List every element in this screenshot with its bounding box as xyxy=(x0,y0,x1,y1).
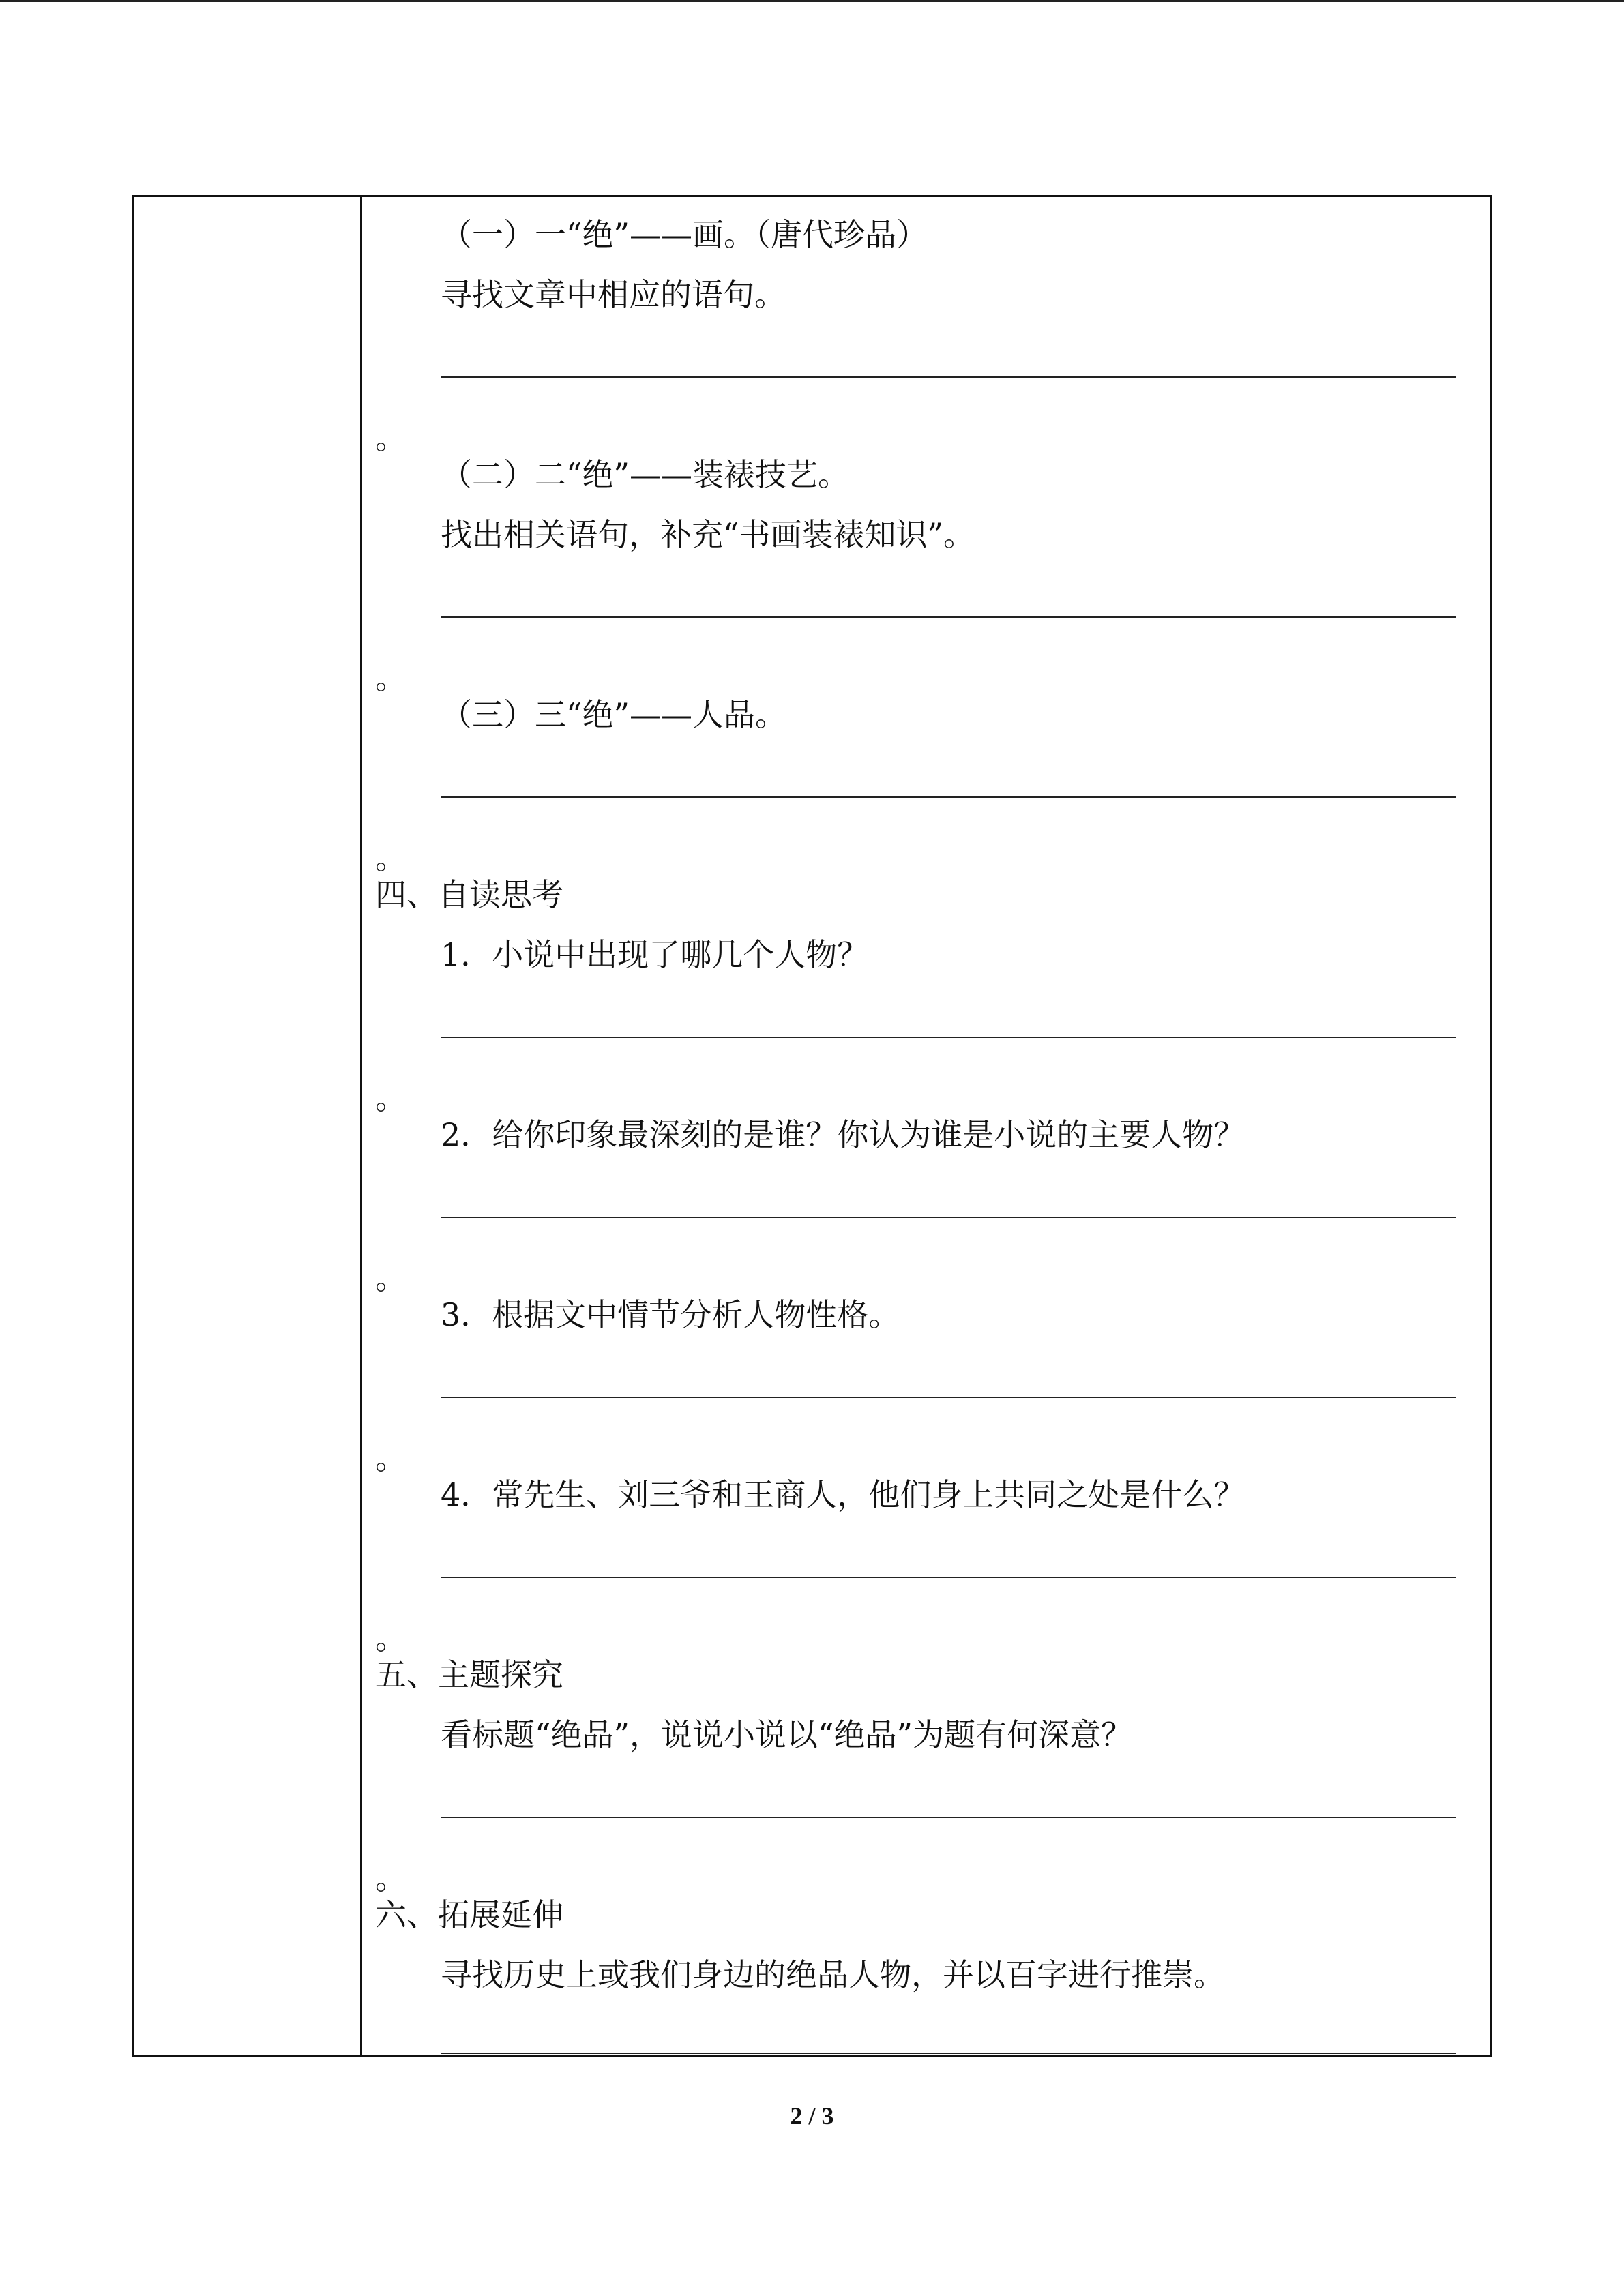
answer-period: 。 xyxy=(375,1259,407,1296)
section5-prompt: 看标题“绝品”，说说小说以“绝品”为题有何深意？ xyxy=(441,1716,1133,1753)
part1-title: （一）一“绝”——画。（唐代珍品） xyxy=(441,216,928,253)
answer-line-q4[interactable] xyxy=(441,1577,1456,1578)
section4-question-2: 2．给你印象最深刻的是谁？你认为谁是小说的主要人物？ xyxy=(441,1116,1245,1153)
section5-heading: 五、主题探究 xyxy=(375,1656,563,1693)
table-column-divider xyxy=(360,195,362,2057)
page-number: 2 / 3 xyxy=(790,2102,834,2130)
answer-line-part3[interactable] xyxy=(441,796,1456,798)
part2-prompt: 找出相关语句，补充“书画装裱知识”。 xyxy=(441,516,975,553)
section4-heading: 四、自读思考 xyxy=(375,876,563,913)
section4-question-3: 3．根据文中情节分析人物性格。 xyxy=(441,1296,900,1333)
section6-prompt: 寻找历史上或我们身边的绝品人物，并以百字进行推崇。 xyxy=(441,1956,1225,1993)
answer-period: 。 xyxy=(375,1620,407,1656)
answer-period: 。 xyxy=(375,1079,407,1116)
section4-question-4: 4．常先生、刘三爷和王商人，他们身上共同之处是什么？ xyxy=(441,1476,1245,1513)
answer-period: 。 xyxy=(375,659,407,696)
part1-prompt: 寻找文章中相应的语句。 xyxy=(441,276,786,313)
answer-line-part2[interactable] xyxy=(441,616,1456,618)
answer-line-section5[interactable] xyxy=(441,1817,1456,1818)
answer-line-q2[interactable] xyxy=(441,1217,1456,1218)
part2-title: （二）二“绝”——装裱技艺。 xyxy=(441,456,850,493)
section4-question-1: 1．小说中出现了哪几个人物？ xyxy=(441,936,869,973)
answer-line-q3[interactable] xyxy=(441,1397,1456,1398)
answer-period: 。 xyxy=(375,839,407,876)
part3-title: （三）三“绝”——人品。 xyxy=(441,696,787,733)
page-top-border xyxy=(0,0,1624,2)
answer-period: 。 xyxy=(375,1860,407,1896)
worksheet-content xyxy=(375,195,1480,2055)
answer-line-q1[interactable] xyxy=(441,1037,1456,1038)
answer-line-section6[interactable] xyxy=(441,2053,1456,2054)
section6-heading: 六、拓展延伸 xyxy=(375,1896,563,1933)
answer-period: 。 xyxy=(375,419,407,456)
answer-period: 。 xyxy=(375,1440,407,1476)
answer-line-part1[interactable] xyxy=(441,376,1456,378)
